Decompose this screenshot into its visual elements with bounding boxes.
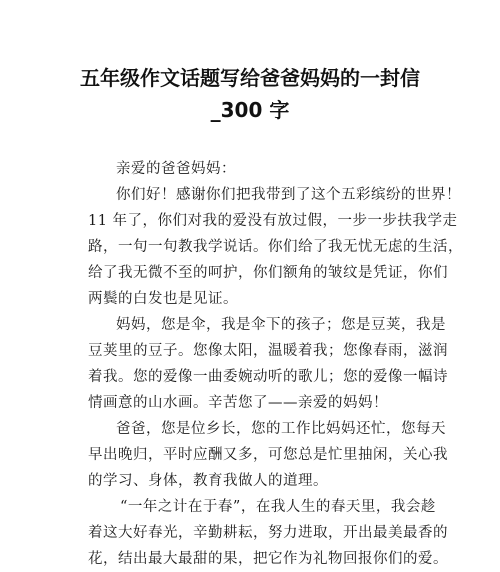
paragraph-line: 11 年了，你们对我的爱没有放过假，一步一步扶我学走 — [88, 213, 458, 229]
paragraph-line: 给了我无微不至的呵护，你们额角的皱纹是凭证，你们 — [88, 265, 448, 281]
paragraph-line: 路，一句一句教我学说话。你们给了我无忧无虑的生活， — [88, 239, 463, 255]
paragraph-line: 着我。您的爱像一曲委婉动听的歌儿；您的爱像一幅诗 — [88, 369, 448, 385]
paragraph-line: 早出晚归，平时应酬又多，可您总是忙里抽闲，关心我 — [88, 447, 448, 463]
paragraph-line: 的学习、身体，教育我做人的道理。 — [88, 473, 328, 489]
title-line-1: 五年级作文话题写给爸爸妈妈的一封信 — [80, 66, 420, 90]
letter-body — [88, 156, 463, 572]
salutation-line: 亲爱的爸爸妈妈： — [116, 161, 236, 177]
paragraph-line: 妈妈，您是伞，我是伞下的孩子；您是豆荚，我是 — [116, 317, 446, 333]
title-line-2: _300 字 — [210, 98, 290, 122]
paragraph-line: 情画意的山水画。辛苦您了——亲爱的妈妈！ — [88, 395, 388, 411]
paragraph-line: 爸爸，您是位乡长，您的工作比妈妈还忙，您每天 — [116, 421, 446, 437]
document-title — [70, 62, 430, 126]
paragraph-line: 花，结出最大最甜的果，把它作为礼物回报你们的爱。 — [88, 551, 448, 567]
paragraph-line: 豆荚里的豆子。您像太阳，温暖着我；您像春雨，滋润 — [88, 343, 448, 359]
paragraph-line: 着这大好春光，辛勤耕耘，努力进取，开出最美最香的 — [88, 525, 448, 541]
paragraph-line: 两鬓的白发也是见证。 — [88, 291, 238, 307]
paragraph-line: “一年之计在于春”，在我人生的春天里，我会趁 — [120, 499, 436, 515]
paragraph-line: 你们好！感谢你们把我带到了这个五彩缤纷的世界！ — [116, 187, 461, 203]
